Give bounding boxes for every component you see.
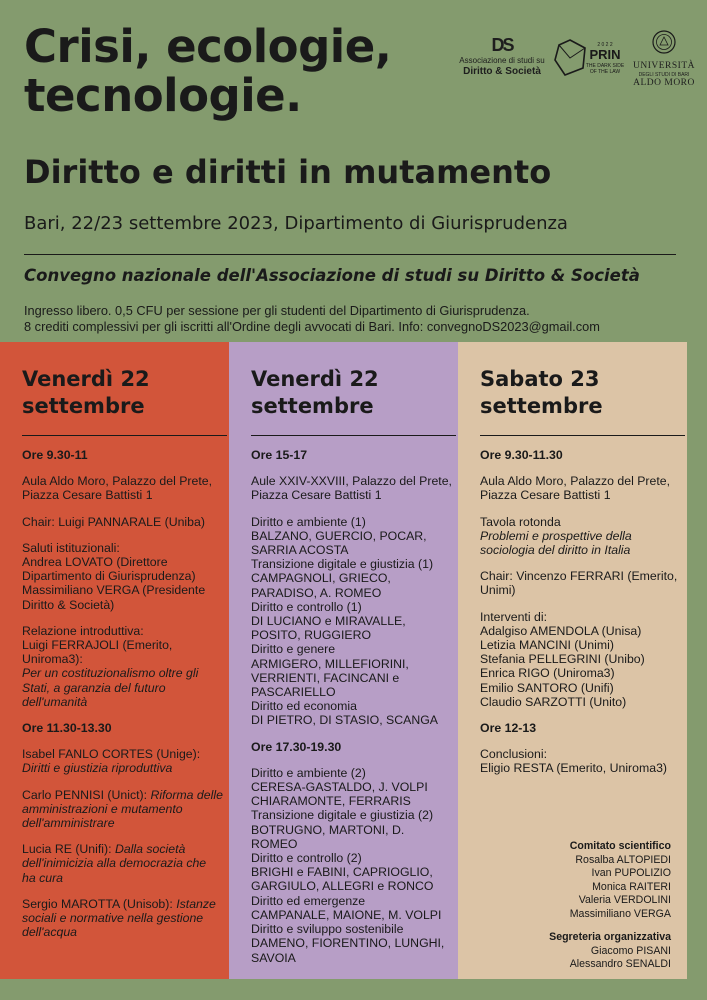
session-time: Ore 9.30-11 xyxy=(22,448,88,462)
session-line: Transizione digitale e giustizia (1) xyxy=(251,557,434,572)
info-line-1: Ingresso libero. 0,5 CFU per sessione per gli studenti del Dipartimento di Giurisprudenza. xyxy=(24,303,530,318)
committee-heading: Comitato scientifico xyxy=(569,840,671,852)
event-date-venue: Bari, 22/23 settembre 2023, Dipartimento di Giurisprudenza xyxy=(24,213,568,234)
session-time: Ore 11.30-13.30 xyxy=(22,721,112,736)
session-time: Ore 15-17 xyxy=(251,448,308,462)
ds-mark: DS xyxy=(491,35,513,55)
session-line: CERESA-GASTALDO, J. VOLPI CHIARAMONTE, FERRARIS xyxy=(251,780,428,809)
day-heading-line-1: Venerdì 22 xyxy=(251,367,379,391)
speaker: Letizia MANCINI (Unimi) xyxy=(480,638,614,653)
talk xyxy=(22,897,223,940)
poster-title xyxy=(24,22,391,120)
ds-logo-line-1: Associazione di studi su xyxy=(459,56,545,65)
day-rule xyxy=(22,435,227,436)
column-saturday xyxy=(458,342,687,979)
session-line: BRIGHI e FABINI, CAPRIOGLIO, GARGIULO, ALLEGRI e RONCO xyxy=(251,865,434,894)
uniba-line-2: DEGLI STUDI DI BARI xyxy=(638,72,690,78)
relazione-label: Relazione introduttiva: xyxy=(22,623,144,638)
saluti-speaker-2: Massimiliano VERGA (Presidente Diritto & Società) xyxy=(22,583,206,612)
session-line: Diritto e sviluppo sostenibile xyxy=(251,922,404,937)
day-heading-line-2: settembre xyxy=(480,394,603,418)
relazione-title: Per un costituzionalismo oltre gli Stati, a garanzia del futuro dell'umanità xyxy=(22,666,199,709)
title-line-2: tecnologie. xyxy=(24,69,302,122)
relazione xyxy=(22,624,223,709)
ds-association-logo xyxy=(456,36,548,78)
session-line: Transizione digitale e giustizia (2) xyxy=(251,808,434,823)
committee-member: Ivan PUPOLIZIO xyxy=(591,867,671,879)
poster-subtitle: Diritto e diritti in mutamento xyxy=(24,153,552,191)
saluti-label: Saluti istituzionali: xyxy=(22,540,120,555)
parallel-sessions-2 xyxy=(251,766,452,965)
uniba-logo xyxy=(633,30,695,89)
day-heading xyxy=(251,366,379,420)
saluti xyxy=(22,541,223,612)
session-line: BOTRUGNO, MARTONI, D. ROMEO xyxy=(251,822,405,851)
title-line-1: Crisi, ecologie, xyxy=(24,20,392,73)
interventi-label: Interventi di: xyxy=(480,609,547,624)
talk xyxy=(22,842,223,885)
session-line: Diritto e ambiente (2) xyxy=(251,765,366,780)
chair: Chair: Luigi PANNARALE (Uniba) xyxy=(22,514,205,529)
speaker: Stefania PELLEGRINI (Unibo) xyxy=(480,652,645,667)
session-line: Diritto e controllo (2) xyxy=(251,851,362,866)
day-rule xyxy=(251,435,456,436)
session-line: Diritto ed emergenze xyxy=(251,893,366,908)
column-body xyxy=(480,448,681,788)
conclusioni xyxy=(480,747,681,775)
info-line-2: 8 crediti complessivi per gli iscritti all'Ordine degli avvocati di Bari. Info: convegnoDS2023@gmail.com xyxy=(24,319,600,334)
conclusioni-label: Conclusioni: xyxy=(480,747,547,762)
venue: Aula Aldo Moro, Palazzo del Prete, Piazza Cesare Battisti 1 xyxy=(480,474,671,503)
session-line: ARMIGERO, MILLEFIORINI, VERRIENTI, FACINCANI e PASCARIELLO xyxy=(251,656,409,700)
prin-name: PRIN xyxy=(589,47,621,62)
session-line: DAMENO, FIORENTINO, LUNGHI, SAVOIA xyxy=(251,936,445,965)
session-line: CAMPANALE, MAIONE, M. VOLPI xyxy=(251,907,442,922)
committee-list xyxy=(549,854,671,922)
talk-title: Istanze sociali e normative nella gestione dell'acqua xyxy=(22,896,216,940)
talk-speaker: Carlo PENNISI (Unict): xyxy=(22,787,148,802)
chair: Chair: Vincenzo FERRARI (Emerito, Unimi) xyxy=(480,569,678,598)
uniba-line-3: ALDO MORO xyxy=(633,78,695,88)
conclusioni-speaker: Eligio RESTA (Emerito, Uniroma3) xyxy=(480,761,668,776)
secretariat-list xyxy=(549,945,671,972)
speaker: Enrica RIGO (Uniroma3) xyxy=(480,666,615,681)
column-body xyxy=(22,448,223,951)
prin-sub-2: OF THE LAW xyxy=(589,69,621,75)
secretariat-heading: Segreteria organizzativa xyxy=(549,931,671,943)
prin-sub-1: THE DARK SIDE xyxy=(585,63,625,69)
day-heading-line-2: settembre xyxy=(22,394,145,418)
talk-title: Riforma delle amministrazioni e mutamento dell'amministrare xyxy=(22,787,223,831)
session-time: Ore 12-13 xyxy=(480,721,537,736)
session-time: Ore 9.30-11.30 xyxy=(480,448,563,462)
round-table-title: Problemi e prospettive della sociologia del diritto in Italia xyxy=(480,528,632,558)
talk xyxy=(22,788,223,831)
header-divider xyxy=(24,254,676,255)
session-line: Diritto e controllo (1) xyxy=(251,599,362,614)
round-table-label: Tavola rotonda xyxy=(480,514,561,529)
venue: Aule XXIV-XXVIII, Palazzo del Prete, Piazza Cesare Battisti 1 xyxy=(251,474,452,503)
committee-member: Rosalba ALTOPIEDI xyxy=(575,853,671,866)
committee-member: Monica RAITERI xyxy=(592,880,671,893)
speaker: Emilio SANTORO (Unifi) xyxy=(480,680,614,695)
committee-member: Valeria VERDOLINI xyxy=(578,894,671,906)
talk-title: Diritti e giustizia riproduttiva xyxy=(22,761,173,776)
column-friday-afternoon xyxy=(229,342,458,979)
talk-title: Dalla società dell'inimicizia alla democrazia che ha cura xyxy=(22,842,207,885)
secretariat-member: Alessandro SENALDI xyxy=(569,958,671,970)
day-heading xyxy=(480,366,603,420)
day-heading-line-1: Venerdì 22 xyxy=(22,367,150,391)
venue: Aula Aldo Moro, Palazzo del Prete, Piazza Cesare Battisti 1 xyxy=(22,474,213,503)
interventi xyxy=(480,610,681,709)
committee-block xyxy=(549,840,671,972)
session-time: Ore 17.30-19.30 xyxy=(251,739,342,754)
session-line: DI LUCIANO e MIRAVALLE, POSITO, RUGGIERO xyxy=(251,614,406,643)
session-line: Diritto ed economia xyxy=(251,699,357,714)
day-heading-line-2: settembre xyxy=(251,394,374,418)
prin-logo-graphic xyxy=(553,38,629,78)
uniba-seal-icon xyxy=(651,30,677,54)
talk-speaker: Lucia RE (Unifi): xyxy=(22,842,112,857)
relazione-speaker: Luigi FERRAJOLI (Emerito, Uniroma3): xyxy=(22,638,173,667)
talk xyxy=(22,747,223,775)
secretariat-member: Giacomo PISANI xyxy=(590,944,671,957)
speaker: Claudio SARZOTTI (Unito) xyxy=(480,694,627,709)
conference-name: Convegno nazionale dell'Associazione di studi su Diritto & Società xyxy=(24,266,640,285)
ds-logo-line-2: Diritto & Società xyxy=(463,66,541,77)
session-line: Diritto e ambiente (1) xyxy=(251,514,366,529)
uniba-line-1: UNIVERSITÀ xyxy=(633,61,695,71)
column-body xyxy=(251,448,452,965)
talk-speaker: Sergio MAROTTA (Unisob): xyxy=(22,896,173,911)
interventi-list xyxy=(480,624,681,709)
session-line: DI PIETRO, DI STASIO, SCANGA xyxy=(251,713,438,728)
day-heading xyxy=(22,366,150,420)
day-heading-line-1: Sabato 23 xyxy=(480,367,600,391)
saluti-speaker-1: Andrea LOVATO (Direttore Dipartimento di Giurisprudenza) xyxy=(22,555,196,584)
speaker: Adalgiso AMENDOLA (Unisa) xyxy=(480,623,642,638)
session-line: Diritto e genere xyxy=(251,642,336,657)
session-line: CAMPAGNOLI, GRIECO, PARADISO, A. ROMEO xyxy=(251,571,391,600)
session-line: BALZANO, GUERCIO, POCAR, SARRIA ACOSTA xyxy=(251,528,427,558)
talk-speaker: Isabel FANLO CORTES (Unige): xyxy=(22,747,201,762)
prin-logo xyxy=(553,38,629,83)
committee-member: Massimiliano VERGA xyxy=(569,907,671,920)
parallel-sessions-1 xyxy=(251,515,452,728)
prin-year: 2 0 2 2 xyxy=(597,42,613,48)
column-friday-morning xyxy=(0,342,229,979)
day-rule xyxy=(480,435,685,436)
round-table xyxy=(480,515,681,558)
info-text xyxy=(24,303,600,335)
